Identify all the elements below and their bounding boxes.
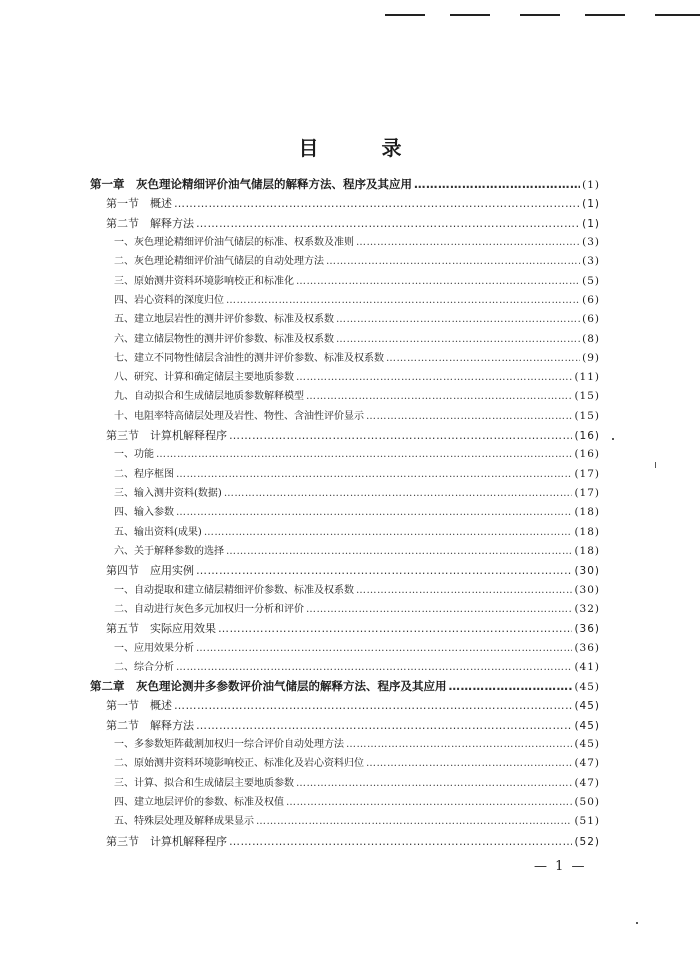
toc-item	[90, 774, 600, 793]
toc-page-number: (1)	[582, 198, 600, 211]
toc-leader-dots	[326, 252, 580, 271]
toc-item	[90, 812, 600, 831]
toc-item	[90, 484, 600, 503]
toc-item	[90, 310, 600, 329]
toc-label: 二、灰色理论精细评价油气储层的自动处理方法	[114, 256, 324, 268]
toc-page-number: (3)	[582, 255, 600, 268]
toc-item	[90, 407, 600, 426]
toc-page-number: (18)	[574, 544, 600, 557]
toc-label: 四、输入参数	[114, 507, 174, 519]
toc-leader-dots	[449, 677, 573, 696]
toc-leader-dots	[196, 716, 572, 735]
toc-label: 六、建立储层物性的测井评价参数、标准及权系数	[114, 333, 334, 345]
toc-label: 一、自动提取和建立储层精细评价参数、标准及权系数	[114, 584, 354, 596]
toc-item	[90, 465, 600, 484]
toc-label: 二、自动进行灰色多元加权归一分析和评价	[114, 603, 304, 615]
scan-speck	[636, 922, 638, 924]
toc-leader-dots	[306, 600, 572, 619]
toc-page-number: (45)	[574, 719, 600, 732]
toc-page-number: (17)	[574, 487, 600, 499]
toc-leader-dots	[224, 484, 573, 503]
toc-page-number: (52)	[574, 835, 600, 848]
toc-item	[90, 291, 600, 310]
toc-section	[90, 619, 600, 638]
scan-speck	[612, 438, 614, 440]
toc-item	[90, 639, 600, 658]
toc-leader-dots	[356, 233, 580, 252]
toc-leader-dots	[366, 754, 572, 773]
toc-label: 第二章 灰色理论测井多参数评价油气储层的解释方法、程序及其应用	[90, 679, 447, 694]
toc-item	[90, 754, 600, 773]
toc-leader-dots	[306, 387, 572, 406]
toc-item	[90, 330, 600, 349]
toc-leader-dots	[356, 581, 572, 600]
toc-section	[90, 561, 600, 580]
toc-label: 一、功能	[114, 449, 154, 461]
toc-leader-dots	[346, 735, 572, 754]
toc-leader-dots	[414, 175, 580, 194]
toc-page-number: (47)	[574, 757, 600, 770]
toc-label: 二、原始测井资料环境影响校正、标准化及岩心资料归位	[114, 758, 364, 770]
toc-page-number: (11)	[574, 371, 600, 384]
toc-leader-dots	[256, 812, 572, 831]
toc-page-number: (16)	[574, 448, 600, 461]
toc-page-number: (45)	[574, 738, 600, 751]
toc-item	[90, 349, 600, 368]
toc-page-number: (17)	[574, 467, 600, 480]
toc-label: 四、建立地层评价的参数、标准及权值	[114, 797, 284, 808]
toc-label: 二、综合分析	[114, 661, 174, 673]
toc-page-number: (50)	[574, 796, 600, 808]
toc-label: 第五节 实际应用效果	[106, 622, 216, 636]
toc-page-number: (36)	[574, 641, 600, 654]
toc-label: 五、特殊层处理及解释成果显示	[114, 816, 254, 828]
toc-item	[90, 793, 600, 812]
toc-page-number: (45)	[574, 681, 600, 694]
toc-item	[90, 387, 600, 406]
toc-label: 一、多参数矩阵截割加权归一综合评价自动处理方法	[114, 739, 344, 751]
toc-label: 第一节 概述	[106, 197, 172, 211]
toc-label: 第三节 计算机解释程序	[106, 429, 227, 443]
toc-label: 一、应用效果分析	[114, 642, 194, 654]
toc-item	[90, 503, 600, 522]
toc-page-number: (8)	[582, 332, 600, 345]
toc-item	[90, 735, 600, 754]
toc-leader-dots	[296, 368, 572, 387]
toc-label: 第二节 解释方法	[106, 718, 194, 732]
toc-page-number: (41)	[574, 660, 600, 673]
toc-item	[90, 368, 600, 387]
toc-leader-dots	[366, 407, 572, 426]
toc-label: 三、计算、拟合和生成储层主要地质参数	[114, 777, 294, 789]
toc-leader-dots	[296, 774, 572, 793]
toc-page-number: (1)	[582, 217, 600, 230]
scan-speck	[655, 462, 656, 468]
toc-label: 三、输入测井资料(数据)	[114, 488, 222, 499]
header-rules	[370, 14, 700, 18]
toc-item	[90, 658, 600, 677]
toc-leader-dots	[226, 542, 572, 561]
toc-page-number: (18)	[574, 525, 600, 538]
toc-section	[90, 696, 600, 715]
toc-leader-dots	[176, 658, 572, 677]
toc-page-number: (47)	[574, 776, 600, 789]
toc-chapter	[90, 677, 600, 696]
toc-page-number: (18)	[574, 506, 600, 519]
toc-page-number: (32)	[574, 602, 600, 615]
toc-label: 七、建立不同物性储层含油性的测井评价参数、标准及权系数	[114, 352, 384, 364]
toc-section	[90, 194, 600, 213]
toc-section	[90, 214, 600, 233]
toc-leader-dots	[229, 426, 572, 445]
toc-label: 八、研究、计算和确定储层主要地质参数	[114, 372, 294, 384]
toc-leader-dots	[174, 194, 580, 213]
toc-label: 一、灰色理论精细评价油气储层的标准、权系数及准则	[114, 236, 354, 248]
toc-page-number: (1)	[582, 179, 600, 191]
toc-label: 二、程序框图	[114, 468, 174, 480]
toc-label: 十、电阻率特高储层处理及岩性、物性、含油性评价显示	[114, 410, 364, 422]
toc-leader-dots	[229, 832, 572, 851]
toc-leader-dots	[226, 291, 580, 310]
toc-page-number: (6)	[582, 313, 600, 326]
toc-leader-dots	[296, 272, 580, 291]
toc-page-number: (3)	[582, 235, 600, 248]
toc-item	[90, 523, 600, 542]
toc-leader-dots	[196, 639, 572, 658]
toc-page-number: (36)	[574, 623, 600, 636]
toc-leader-dots	[174, 696, 572, 715]
toc-section	[90, 426, 600, 445]
toc-label: 四、岩心资料的深度归位	[114, 294, 224, 306]
toc-page-number: (30)	[574, 583, 600, 596]
toc-label: 第三节 计算机解释程序	[106, 834, 227, 848]
toc-leader-dots	[176, 465, 572, 484]
toc-leader-dots	[176, 503, 572, 522]
toc-leader-dots	[336, 330, 580, 349]
toc-section	[90, 716, 600, 735]
toc-page-number: (15)	[574, 409, 600, 422]
toc-leader-dots	[386, 349, 580, 368]
toc-label: 三、原始测井资料环境影响校正和标准化	[114, 275, 294, 287]
toc-section	[90, 832, 600, 851]
toc-label: 第一节 概述	[106, 699, 172, 713]
toc-label: 五、输出资料(成果)	[114, 526, 202, 538]
toc-page-number: (16)	[574, 430, 600, 443]
toc-page-number: (5)	[582, 274, 600, 287]
toc-leader-dots	[286, 793, 572, 812]
page-title: 目 录	[298, 136, 430, 160]
toc-leader-dots	[196, 561, 572, 580]
toc-leader-dots	[156, 445, 572, 464]
toc-item	[90, 542, 600, 561]
toc-leader-dots	[336, 310, 580, 329]
table-of-contents	[90, 175, 600, 851]
toc-label: 九、自动拟合和生成储层地质参数解释模型	[114, 391, 304, 403]
toc-page-number: (9)	[582, 351, 600, 364]
toc-page-number: (45)	[574, 700, 600, 713]
toc-item	[90, 233, 600, 252]
toc-item	[90, 581, 600, 600]
toc-item	[90, 252, 600, 271]
toc-leader-dots	[196, 214, 580, 233]
toc-label: 五、建立地层岩性的测井评价参数、标准及权系数	[114, 314, 334, 326]
toc-page-number: (51)	[574, 815, 600, 828]
toc-page-number: (30)	[574, 565, 600, 578]
page-number: — 1 —	[534, 859, 587, 874]
toc-leader-dots	[218, 619, 572, 638]
toc-page-number: (15)	[574, 390, 600, 403]
toc-label: 第四节 应用实例	[106, 564, 194, 578]
toc-item	[90, 272, 600, 291]
toc-label: 第一章 灰色理论精细评价油气储层的解释方法、程序及其应用	[90, 177, 412, 191]
toc-chapter	[90, 175, 600, 194]
toc-label: 第二节 解释方法	[106, 216, 194, 230]
toc-page-number: (6)	[582, 293, 600, 306]
toc-item	[90, 600, 600, 619]
toc-item	[90, 445, 600, 464]
toc-leader-dots	[204, 523, 573, 542]
toc-label: 六、关于解释参数的选择	[114, 545, 224, 557]
